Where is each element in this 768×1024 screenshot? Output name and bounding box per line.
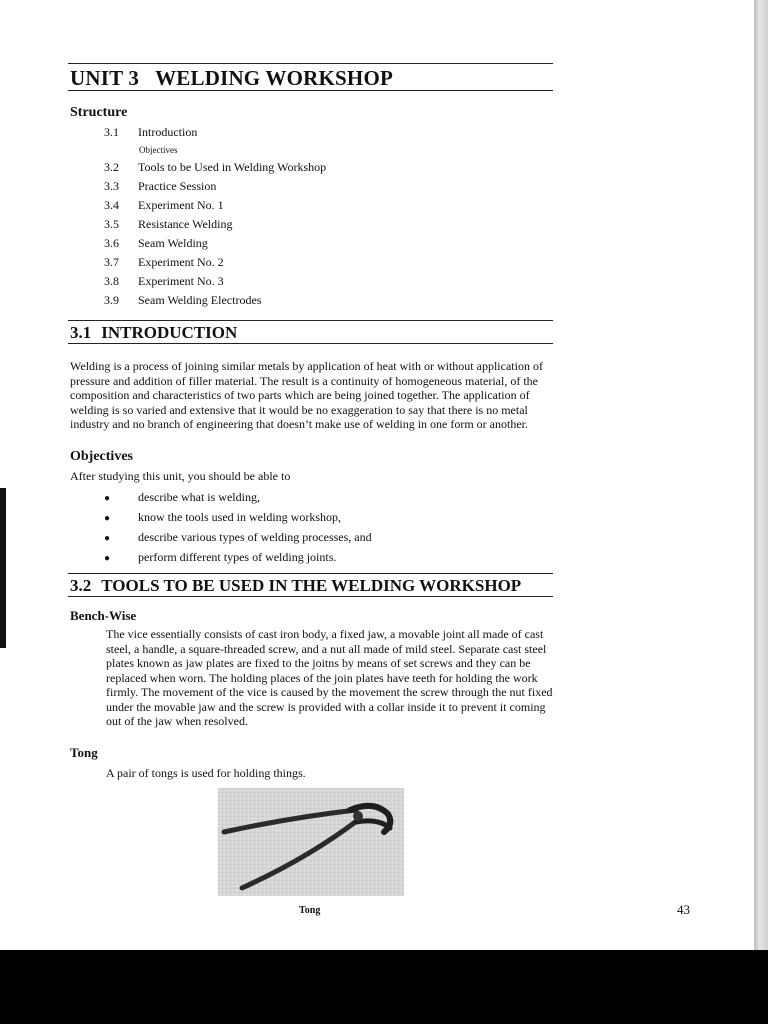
toc-item-number: 3.7 xyxy=(104,255,119,269)
toc-item-number: 3.5 xyxy=(104,217,119,231)
objectives-lead: After studying this unit, you should be able to xyxy=(70,469,291,483)
toc-item xyxy=(104,236,208,251)
objective-text: describe what is welding, xyxy=(138,490,260,504)
bullet-dot-icon: ● xyxy=(104,513,111,524)
toc-item-label: Resistance Welding xyxy=(138,217,233,231)
toc-item-number: 3.2 xyxy=(104,160,119,174)
bullet-dot-icon: ● xyxy=(104,553,111,564)
objective-item xyxy=(104,550,336,565)
scan-bottom-border xyxy=(0,950,768,1024)
unit-name: WELDING WORKSHOP xyxy=(155,66,394,90)
bench-wise-paragraph: The vice essentially consists of cast iron body, a fixed jaw, a movable joint all made of cast steel, a handle, a square-threaded screw, and a nut all made of mild steel. Separate cast steel plates known as jaw plates are fixed to the joitns by means of set screws and they can be replaced when worn. The holding places of the join plates have teeth for holding the work firmly. The movement of the vice is caused by the movement the screw through the nut fixed under the movable jaw and the screw is provided with a collar inside it to prevent it coming out of the jaw when resolved. xyxy=(106,627,553,728)
objective-text: perform different types of welding joints. xyxy=(138,550,337,564)
toc-item xyxy=(104,179,216,194)
toc-item-label: Seam Welding xyxy=(138,236,208,250)
section-tools-title xyxy=(70,576,521,596)
objectives-heading: Objectives xyxy=(70,449,133,464)
section-tools-top-rule xyxy=(68,573,553,574)
toc-item xyxy=(104,255,224,270)
title-top-rule xyxy=(68,63,553,64)
toc-item-number: 3.3 xyxy=(104,179,119,193)
title-bottom-rule xyxy=(68,90,553,91)
bench-wise-heading: Bench-Wise xyxy=(70,608,137,623)
tong-paragraph: A pair of tongs is used for holding things. xyxy=(106,766,306,780)
toc-item xyxy=(104,293,261,308)
section-intro-heading: INTRODUCTION xyxy=(101,323,238,342)
toc-item-label: Experiment No. 1 xyxy=(138,198,224,212)
section-intro-bottom-rule xyxy=(68,343,553,344)
toc-item-label: Experiment No. 2 xyxy=(138,255,224,269)
tong-illustration xyxy=(218,788,404,896)
toc-item xyxy=(104,274,224,289)
scan-edge-left xyxy=(0,488,6,648)
toc-item xyxy=(104,217,232,232)
toc-item-number: 3.4 xyxy=(104,198,119,212)
toc-item-number: 3.8 xyxy=(104,274,119,288)
toc-item-label: Seam Welding Electrodes xyxy=(138,293,262,307)
intro-paragraph: Welding is a process of joining similar metals by application of heat with or without application of pressure and addition of filler material. The result is a continuity of homogeneous material, of the composition and characteristics of two parts which are being joined together. The application of welding is so varied and extensive that it would be no exaggeration to say that there is no metal industry and no branch of engineering that doesn’t make use of welding in one form or another. xyxy=(70,359,543,431)
objective-item xyxy=(104,530,372,545)
objective-item xyxy=(104,490,260,505)
section-tools-bottom-rule xyxy=(68,596,553,597)
toc-item xyxy=(104,198,224,213)
objective-text: describe various types of welding processes, and xyxy=(138,530,372,544)
toc-item xyxy=(104,125,197,140)
toc-item-number: 3.6 xyxy=(104,236,119,250)
objective-text: know the tools used in welding workshop, xyxy=(138,510,341,524)
bullet-dot-icon: ● xyxy=(104,493,111,504)
tong-heading: Tong xyxy=(70,745,98,760)
structure-heading: Structure xyxy=(70,105,128,120)
tong-figure xyxy=(218,788,404,896)
toc-item-label: Practice Session xyxy=(138,179,217,193)
section-intro-number: 3.1 xyxy=(70,323,92,342)
toc-item-number: 3.1 xyxy=(104,125,119,139)
toc-item-label: Tools to be Used in Welding Workshop xyxy=(138,160,327,174)
toc-item-label: Introduction xyxy=(138,125,198,139)
toc-item xyxy=(104,160,326,175)
section-intro-top-rule xyxy=(68,320,553,321)
objective-item xyxy=(104,510,341,525)
bullet-dot-icon: ● xyxy=(104,533,111,544)
toc-item-label: Experiment No. 3 xyxy=(138,274,224,288)
page-number: 43 xyxy=(677,902,690,917)
section-intro-title xyxy=(70,323,237,343)
section-tools-heading: TOOLS TO BE USED IN THE WELDING WORKSHOP xyxy=(101,576,522,595)
unit-number: UNIT 3 xyxy=(70,66,140,90)
section-tools-number: 3.2 xyxy=(70,576,92,595)
unit-title xyxy=(70,66,393,91)
toc-subitem-objectives: Objectives xyxy=(139,145,178,155)
figure-caption: Tong xyxy=(299,905,321,916)
scan-edge-right xyxy=(754,0,768,950)
toc-item-number: 3.9 xyxy=(104,293,119,307)
